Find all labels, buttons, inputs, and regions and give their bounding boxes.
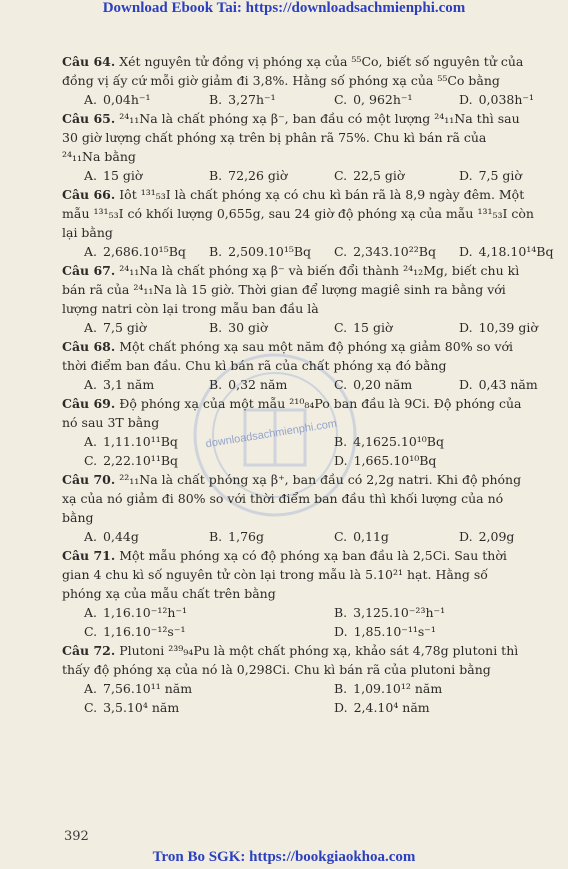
answer-options <box>62 166 562 185</box>
answer-option <box>62 432 312 451</box>
answer-options <box>62 603 562 641</box>
answer-options <box>62 375 562 394</box>
option-label: B. <box>209 529 223 544</box>
option-label: D. <box>334 700 348 715</box>
option-text: 4,18.10¹⁴Bq <box>478 244 554 259</box>
answer-option <box>187 90 312 109</box>
answer-option <box>62 679 312 698</box>
answer-options <box>62 432 562 470</box>
option-text: 7,5 giờ <box>103 320 147 335</box>
option-label: B. <box>334 681 348 696</box>
answer-options <box>62 527 562 546</box>
option-text: 10,39 giờ <box>478 320 538 335</box>
question-number: Câu 66. <box>62 187 116 202</box>
question-text: ²⁴₁₁Na bằng <box>62 149 136 164</box>
option-text: 7,56.10¹¹ năm <box>103 681 193 696</box>
question-text: bằng <box>62 510 94 525</box>
question-number: Câu 68. <box>62 339 116 354</box>
option-text: 1,16.10⁻¹²s⁻¹ <box>103 624 186 639</box>
option-text: 1,665.10¹⁰Bq <box>353 453 437 468</box>
option-text: 1,09.10¹² năm <box>353 681 443 696</box>
option-label: C. <box>334 377 348 392</box>
answer-option <box>437 318 562 337</box>
question-number: Câu 71. <box>62 548 116 563</box>
answer-option <box>62 527 187 546</box>
option-text: 3,125.10⁻²³h⁻¹ <box>353 605 446 620</box>
question-text: mẫu ¹³¹₅₃I có khối lượng 0,655g, sau 24 giờ độ phóng xạ của mẫu ¹³¹₅₃I còn <box>62 206 534 221</box>
option-label: A. <box>84 434 98 449</box>
option-label: D. <box>459 244 473 259</box>
question-number: Câu 65. <box>62 111 116 126</box>
question-block <box>62 261 562 337</box>
answer-option <box>312 451 562 470</box>
question-text: ²⁴₁₁Na là chất phóng xạ β⁻ và biến đổi thành ²⁴₁₂Mg, biết chu kì <box>119 263 520 278</box>
answer-option <box>62 90 187 109</box>
question-block <box>62 394 562 470</box>
question-text-line <box>62 546 562 565</box>
question-text: bán rã của ²⁴₁₁Na là 15 giờ. Thời gian để lượng magiê sinh ra bằng với <box>62 282 506 297</box>
question-block <box>62 52 562 109</box>
option-text: 0,04h⁻¹ <box>103 92 151 107</box>
answer-options <box>62 318 562 337</box>
option-label: D. <box>334 453 348 468</box>
question-number: Câu 67. <box>62 263 116 278</box>
answer-option <box>312 90 437 109</box>
answer-option <box>312 375 437 394</box>
option-label: C. <box>334 244 348 259</box>
answer-option <box>437 242 562 261</box>
option-text: 0,44g <box>103 529 139 544</box>
answer-option <box>312 622 562 641</box>
question-block <box>62 337 562 394</box>
answer-option <box>437 90 562 109</box>
option-label: A. <box>84 168 98 183</box>
question-text-line <box>62 261 562 280</box>
question-text: thời điểm ban đầu. Chu kì bán rã của chất phóng xạ đó bằng <box>62 358 447 373</box>
option-text: 2,09g <box>478 529 515 544</box>
question-block <box>62 185 562 261</box>
option-text: 3,1 năm <box>103 377 155 392</box>
answer-option <box>62 451 312 470</box>
answer-option <box>437 527 562 546</box>
question-block <box>62 470 562 546</box>
option-label: B. <box>209 92 223 107</box>
answer-option <box>312 432 562 451</box>
option-text: 15 giờ <box>353 320 393 335</box>
question-text: xạ của nó giảm đi 80% so với thời điểm ban đầu thì khối lượng của nó <box>62 491 504 506</box>
answer-option <box>437 375 562 394</box>
question-block <box>62 109 562 185</box>
question-text-line <box>62 565 562 584</box>
answer-option <box>312 527 437 546</box>
question-text: Plutoni ²³⁹₉₄Pu là một chất phóng xạ, khảo sát 4,78g plutoni thì <box>119 643 519 658</box>
question-text: đồng vị ấy cứ mỗi giờ giảm đi 3,8%. Hằng số phóng xạ của ⁵⁵Co bằng <box>62 73 500 88</box>
question-block <box>62 546 562 641</box>
option-text: 0,32 năm <box>228 377 288 392</box>
question-text-line <box>62 280 562 299</box>
option-label: C. <box>84 453 98 468</box>
question-text: Iôt ¹³¹₅₃I là chất phóng xạ có chu kì bán rã là 8,9 ngày đêm. Một <box>119 187 525 202</box>
question-text: phóng xạ của mẫu chất trên bằng <box>62 586 276 601</box>
question-block <box>62 641 562 717</box>
question-list <box>62 52 562 717</box>
answer-option <box>187 527 312 546</box>
question-text-line <box>62 356 562 375</box>
option-label: A. <box>84 605 98 620</box>
question-text-line <box>62 109 562 128</box>
option-text: 22,5 giờ <box>353 168 405 183</box>
question-text: lại bằng <box>62 225 113 240</box>
question-text-line <box>62 394 562 413</box>
option-label: A. <box>84 529 98 544</box>
option-text: 72,26 giờ <box>228 168 288 183</box>
answer-option <box>62 242 187 261</box>
question-text-line <box>62 470 562 489</box>
answer-option <box>187 375 312 394</box>
option-label: A. <box>84 92 98 107</box>
page-number: 392 <box>64 829 89 844</box>
option-label: C. <box>84 624 98 639</box>
answer-option <box>437 166 562 185</box>
header-banner[interactable]: Download Ebook Tai: https://downloadsachmienphi.com <box>102 0 466 16</box>
option-text: 0,43 năm <box>478 377 538 392</box>
answer-option <box>62 698 312 717</box>
option-text: 0,20 năm <box>353 377 413 392</box>
question-text-line <box>62 185 562 204</box>
option-text: 15 giờ <box>103 168 143 183</box>
option-label: B. <box>209 320 223 335</box>
option-label: B. <box>209 244 223 259</box>
option-label: C. <box>84 700 98 715</box>
answer-options <box>62 679 562 717</box>
option-text: 3,5.10⁴ năm <box>103 700 180 715</box>
option-label: D. <box>459 320 473 335</box>
option-label: C. <box>334 92 348 107</box>
option-text: 0,11g <box>353 529 389 544</box>
question-number: Câu 70. <box>62 472 116 487</box>
option-text: 1,85.10⁻¹¹s⁻¹ <box>353 624 436 639</box>
option-label: A. <box>84 244 98 259</box>
option-label: A. <box>84 377 98 392</box>
option-label: B. <box>334 434 348 449</box>
question-text: Một chất phóng xạ sau một năm độ phóng xạ giảm 80% so với <box>119 339 514 354</box>
option-label: C. <box>334 168 348 183</box>
answer-option <box>312 698 562 717</box>
option-label: D. <box>459 168 473 183</box>
question-text-line <box>62 299 562 318</box>
footer-banner[interactable]: Tron Bo SGK: https://bookgiaokhoa.com <box>152 849 416 865</box>
option-label: D. <box>459 377 473 392</box>
question-text-line <box>62 71 562 90</box>
question-text-line <box>62 337 562 356</box>
option-text: 0, 962h⁻¹ <box>353 92 413 107</box>
option-text: 2,686.10¹⁵Bq <box>103 244 186 259</box>
option-text: 1,76g <box>228 529 265 544</box>
question-text-line <box>62 584 562 603</box>
option-label: B. <box>334 605 348 620</box>
question-number: Câu 64. <box>62 54 116 69</box>
answer-option <box>312 166 437 185</box>
option-label: D. <box>334 624 348 639</box>
option-label: A. <box>84 681 98 696</box>
question-text-line <box>62 413 562 432</box>
option-text: 1,11.10¹¹Bq <box>103 434 178 449</box>
answer-option <box>312 679 562 698</box>
option-text: 4,1625.10¹⁰Bq <box>353 434 444 449</box>
question-text-line <box>62 128 562 147</box>
question-text: ²⁴₁₁Na là chất phóng xạ β⁻, ban đầu có một lượng ²⁴₁₁Na thì sau <box>119 111 520 126</box>
answer-option <box>312 318 437 337</box>
question-text: nó sau 3T bằng <box>62 415 160 430</box>
option-text: 2,343.10²²Bq <box>353 244 436 259</box>
option-label: D. <box>459 92 473 107</box>
question-text-line <box>62 204 562 223</box>
answer-option <box>62 318 187 337</box>
answer-option <box>312 242 437 261</box>
answer-options <box>62 242 562 261</box>
question-text: Xét nguyên tử đồng vị phóng xạ của ⁵⁵Co, biết số nguyên tử của <box>119 54 524 69</box>
question-text: thấy độ phóng xạ của nó là 0,298Ci. Chu kì bán rã của plutoni bằng <box>62 662 491 677</box>
question-number: Câu 72. <box>62 643 116 658</box>
question-text-line <box>62 52 562 71</box>
option-label: A. <box>84 320 98 335</box>
watermark-text: downloadsachmienphi.com <box>204 417 338 451</box>
question-text: gian 4 chu kì số nguyên tử còn lại trong mẫu là 5.10²¹ hạt. Hằng số <box>62 567 488 582</box>
option-label: C. <box>334 529 348 544</box>
option-text: 2,509.10¹⁵Bq <box>228 244 312 259</box>
answer-option <box>62 166 187 185</box>
question-text: 30 giờ lượng chất phóng xạ trên bị phân rã 75%. Chu kì bán rã của <box>62 130 487 145</box>
question-text: lượng natri còn lại trong mẫu ban đầu là <box>62 301 319 316</box>
answer-option <box>187 166 312 185</box>
question-number: Câu 69. <box>62 396 116 411</box>
question-text: ²²₁₁Na là chất phóng xạ β⁺, ban đầu có 2,2g natri. Khi độ phóng <box>119 472 522 487</box>
option-text: 2,4.10⁴ năm <box>353 700 430 715</box>
option-text: 30 giờ <box>228 320 268 335</box>
question-text-line <box>62 660 562 679</box>
answer-option <box>187 242 312 261</box>
question-text: Độ phóng xạ của một mẫu ²¹⁰₈₄Po ban đầu là 9Ci. Độ phóng của <box>119 396 522 411</box>
answer-option <box>62 375 187 394</box>
question-text-line <box>62 489 562 508</box>
answer-option <box>62 603 312 622</box>
option-label: D. <box>459 529 473 544</box>
answer-option <box>187 318 312 337</box>
option-text: 1,16.10⁻¹²h⁻¹ <box>103 605 188 620</box>
option-text: 3,27h⁻¹ <box>228 92 276 107</box>
answer-option <box>312 603 562 622</box>
option-text: 0,038h⁻¹ <box>478 92 535 107</box>
question-text-line <box>62 223 562 242</box>
question-text-line <box>62 508 562 527</box>
option-label: B. <box>209 377 223 392</box>
question-text-line <box>62 641 562 660</box>
option-text: 2,22.10¹¹Bq <box>103 453 179 468</box>
option-label: C. <box>334 320 348 335</box>
option-label: B. <box>209 168 223 183</box>
answer-options <box>62 90 562 109</box>
answer-option <box>62 622 312 641</box>
question-text-line <box>62 147 562 166</box>
option-text: 7,5 giờ <box>478 168 522 183</box>
question-text: Một mẫu phóng xạ có độ phóng xạ ban đầu là 2,5Ci. Sau thời <box>119 548 507 563</box>
